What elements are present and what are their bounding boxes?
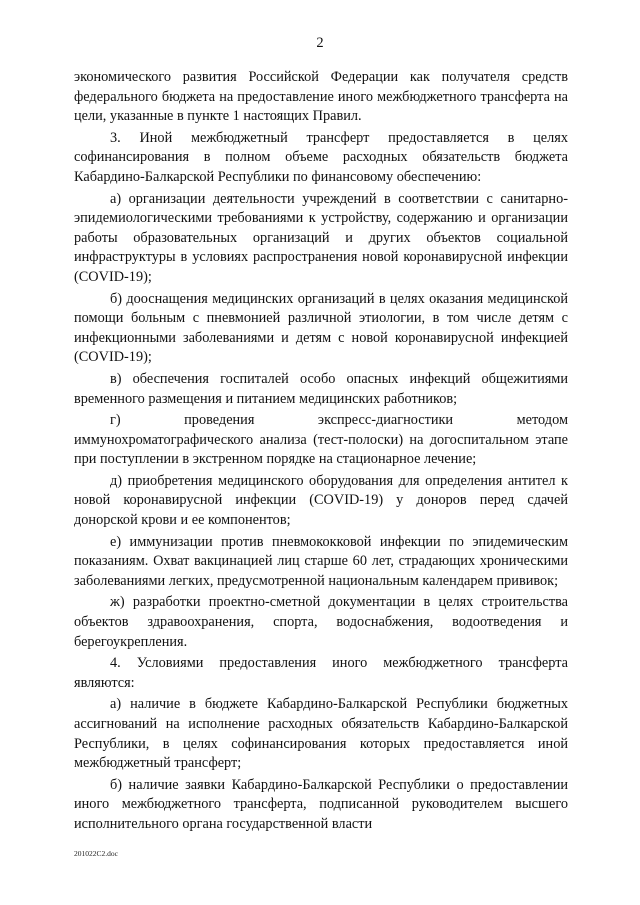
paragraph-continuation: экономического развития Российской Федерации как получателя средств федерального бюджета на предоставление иного межбюджетного трансферта на цели, указанные в пункте 1 настоящих Правил. — [74, 69, 568, 125]
paragraph-item-a: а) организации деятельности учреждений в соответствии с санитарно-эпидемиологическими требованиями к устройству, содержанию и организации работы образовательных организаций и других объектов социальной инфраструктуры в условиях распространения новой коронавирусной инфекции (COVID-19); — [74, 190, 568, 285]
paragraph-item-v: в) обеспечения госпиталей особо опасных инфекций общежитиями временного размещения и питанием медицинских работников; — [74, 370, 568, 407]
document-file-code: 201022С2.doc — [74, 849, 118, 858]
paragraph-item-g: г) проведения экспресс-диагностики методом иммунохроматографического анализа (тест-полоски) на догоспитальном этапе при поступлении в экстренном порядке на стационарное лечение; — [74, 412, 568, 468]
paragraph-item-b: б) дооснащения медицинских организаций в целях оказания медицинской помощи больным с пневмонией различной этиологии, в том числе детям с инфекционными заболеваниями и детям с новой коронавирусной инфекцией (COVID-19); — [74, 290, 568, 366]
paragraph-clause-4: 4. Условиями предоставления иного межбюджетного трансферта являются: — [74, 655, 568, 691]
paragraph-item-e: е) иммунизации против пневмококковой инфекции по эпидемическим показаниям. Охват вакцинацией лиц старше 60 лет, страдающих хроническими заболеваниями легких, предусмотренной национальным календарем прививок; — [74, 533, 568, 589]
paragraph-item-zh: ж) разработки проектно-сметной документации в целях строительства объектов здравоохранения, спорта, водоснабжения, водоотведения и берегоукрепления. — [74, 594, 568, 650]
page-number: 2 — [316, 35, 324, 51]
paragraph-condition-b: б) наличие заявки Кабардино-Балкарской Республики о предоставлении иного межбюджетного трансферта, подписанной руководителем высшего исполнительного органа государственной власти — [74, 776, 568, 832]
paragraph-condition-a: а) наличие в бюджете Кабардино-Балкарской Республики бюджетных ассигнований на исполнение расходных обязательств Кабардино-Балкарской Республики, в целях софинансирования которых предоставляется иной межбюджетный трансферт; — [74, 696, 568, 772]
document-body — [74, 68, 568, 837]
paragraph-clause-3: 3. Иной межбюджетный трансферт предоставляется в целях софинансирования в полном объеме расходных обязательств бюджета Кабардино-Балкарской Республики по финансовому обеспечению: — [74, 129, 568, 185]
paragraph-item-d: д) приобретения медицинского оборудования для определения антител к новой коронавирусной инфекции (COVID-19) у доноров перед сдачей донорской крови и ее компонентов; — [74, 472, 568, 529]
